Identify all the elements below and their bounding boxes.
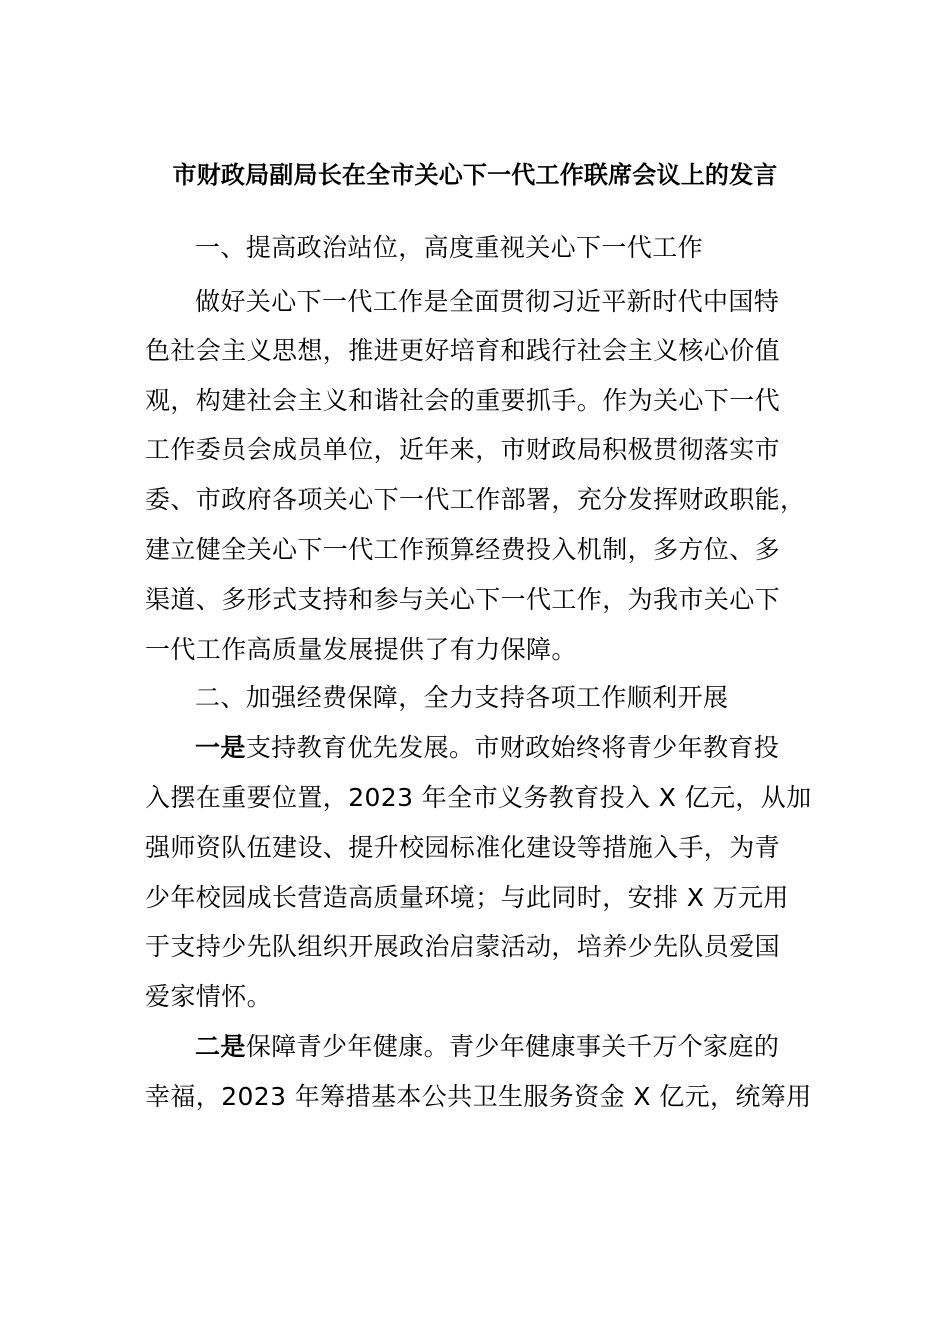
paragraph-line: 工作委员会成员单位，近年来，市财政局积极贯彻落实市 (145, 435, 781, 464)
paragraph-line: 色社会主义思想，推进更好培育和践行社会主义核心价值 (145, 336, 781, 365)
paragraph-line: 一代工作高质量发展提供了有力保障。 (145, 635, 577, 664)
lead-label-second: 二是 (195, 1032, 246, 1061)
paragraph-line-lead (195, 728, 779, 768)
paragraph-line: 幸福，2023 年筹措基本公共卫生服务资金 X 亿元，统筹用 (145, 1082, 812, 1111)
paragraph-line: 于支持少先队组织开展政治启蒙活动，培养少先队员爱国 (145, 932, 781, 961)
paragraph-line: 少年校园成长营造高质量环境；与此同时，安排 X 万元用 (145, 883, 789, 912)
paragraph-line: 入摆在重要位置，2023 年全市义务教育投入 X 亿元，从加 (145, 783, 812, 812)
paragraph-line: 做好关心下一代工作是全面贯彻习近平新时代中国特 (195, 287, 780, 316)
paragraph-line: 观，构建社会主义和谐社会的重要抓手。作为关心下一代 (145, 386, 781, 415)
paragraph-line: 建立健全关心下一代工作预算经费投入机制，多方位、多 (145, 535, 781, 564)
paragraph-line-lead (195, 1027, 779, 1067)
document-title: 市财政局副局长在全市关心下一代工作联席会议上的发言 (172, 161, 778, 189)
lead-text: 支持教育优先发展。市财政始终将青少年教育投 (245, 733, 780, 762)
lead-label-first: 一是 (195, 733, 246, 762)
paragraph-line: 强师资队伍建设、提升校园标准化建设等措施入手，为青 (145, 833, 781, 862)
section-heading-2: 二、加强经费保障，全力支持各项工作顺利开展 (195, 683, 729, 712)
section-heading-1: 一、提高政治站位，高度重视关心下一代工作 (195, 233, 704, 262)
paragraph-line: 爱家情怀。 (145, 982, 273, 1011)
lead-text: 保障青少年健康。青少年健康事关千万个家庭的 (245, 1032, 780, 1061)
paragraph-line: 委、市政府各项关心下一代工作部署，充分发挥财政职能， (145, 485, 806, 514)
paragraph-line: 渠道、多形式支持和参与关心下一代工作，为我市关心下 (145, 585, 781, 614)
